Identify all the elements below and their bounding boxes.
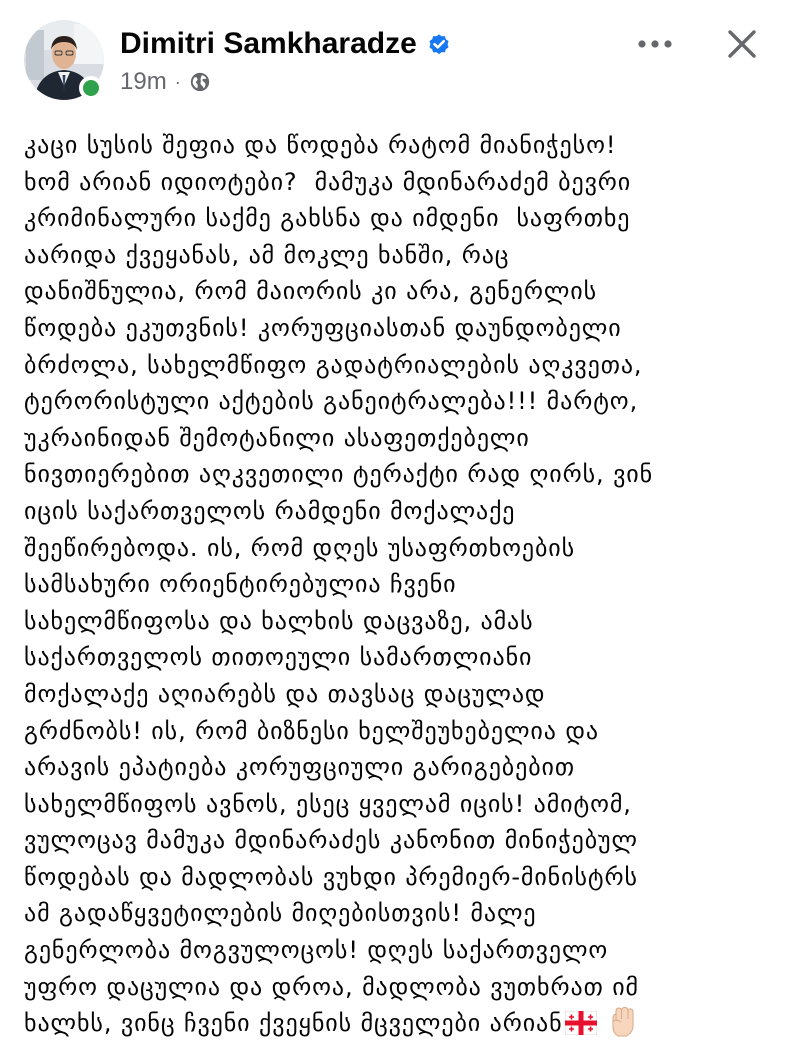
text-line: სახელმწიფოს ავნოს, ესეც ყველამ იცის! ამიტომ, — [24, 789, 632, 818]
text-line: ბრძოლა, სახელმწიფო გადატრიალების აღკვეთა, — [24, 350, 643, 379]
text-line: წოდება ეკუთვნის! კორუფციასთან დაუნდობელი — [24, 313, 622, 342]
text-line: კაცი სუსის შეფია და წოდება რატომ მიანიჭესო! — [24, 131, 617, 159]
text-line: კრიმინალური საქმე გახსნა და იმდენი საფრთხე — [24, 204, 631, 233]
post-meta — [120, 68, 211, 96]
text-line: უფრო დაცულია და დროა, მადლობა ვუთხრათ იმ — [24, 972, 639, 1001]
text-line: გრძნობს! ის, რომ ბიზნესი ხელშეუხებელია და — [24, 716, 599, 745]
text-line: ვულოცავ მამუკა მდინარაძეს კანონით მინიჭებულ — [24, 826, 638, 855]
author-name[interactable] — [120, 26, 452, 62]
text-line: ტერორისტული აქტების განეიტრალება!!! მარტო, — [24, 387, 639, 416]
text-line: ხომ არიან იდიოტები? მამუკა მდინარაძემ ბევრი — [24, 167, 632, 196]
text-line: დანიშნულია, რომ მაიორის კი არა, გენერლის — [24, 277, 598, 306]
avatar[interactable] — [24, 20, 104, 100]
text-line: არავის ეპატიება კორუფციული გარიგებებით — [24, 753, 575, 782]
online-status-indicator — [79, 76, 103, 100]
raised-fist-icon — [607, 1005, 639, 1039]
more-options-button[interactable] — [630, 26, 680, 62]
text-line: აარიდა ქვეყანას, ამ მოკლე ხანში, რაც — [24, 240, 510, 269]
text-line: სამსახური ორიენტირებულია ჩვენი — [24, 570, 457, 599]
text-line: ნივთიერებით აღკვეთილი ტერაქტი რად ღირს, ვინ — [24, 460, 654, 489]
text-line: იცის საქართველოს რამდენი მოქალაქე — [24, 496, 516, 525]
text-line: სახელმწიფოსა და ხალხის დაცვაზე, ამას — [24, 606, 534, 635]
post-timestamp[interactable]: 19m — [120, 68, 167, 95]
close-icon — [726, 28, 758, 60]
text-line: ხალხს, ვინც ჩვენი ქვეყნის მცველები არიან — [24, 1009, 563, 1038]
text-line: საქართველოს თითოეული სამართლიანი — [24, 643, 533, 672]
author-name-text[interactable]: Dimitri Samkharadze — [120, 27, 417, 60]
georgian-flag-icon — [565, 1011, 597, 1035]
text-line: წოდებას და მადლობას ვუხდი პრემიერ-მინისტრს — [24, 862, 638, 891]
text-line: გენერლობა მოგვულოცოს! დღეს საქართველო — [24, 936, 609, 965]
text-line: შეეწირებოდა. ის, რომ დღეს უსაფრთხოების — [24, 533, 576, 562]
meta-separator: · — [174, 72, 181, 92]
globe-icon[interactable] — [189, 71, 211, 93]
verified-badge-icon — [426, 31, 452, 57]
close-button[interactable] — [720, 22, 764, 66]
text-line: ამ გადაწყვეტილების მიღებისთვის! მალე — [24, 899, 537, 928]
post-header — [0, 0, 785, 110]
text-line: უკრაინიდან შემოტანილი ასაფეთქებელი — [24, 423, 530, 452]
text-line: მოქალაქე აღიარებს და თავსაც დაცულად — [24, 679, 546, 708]
more-options-icon — [637, 39, 673, 49]
post-body-text — [24, 127, 776, 1042]
